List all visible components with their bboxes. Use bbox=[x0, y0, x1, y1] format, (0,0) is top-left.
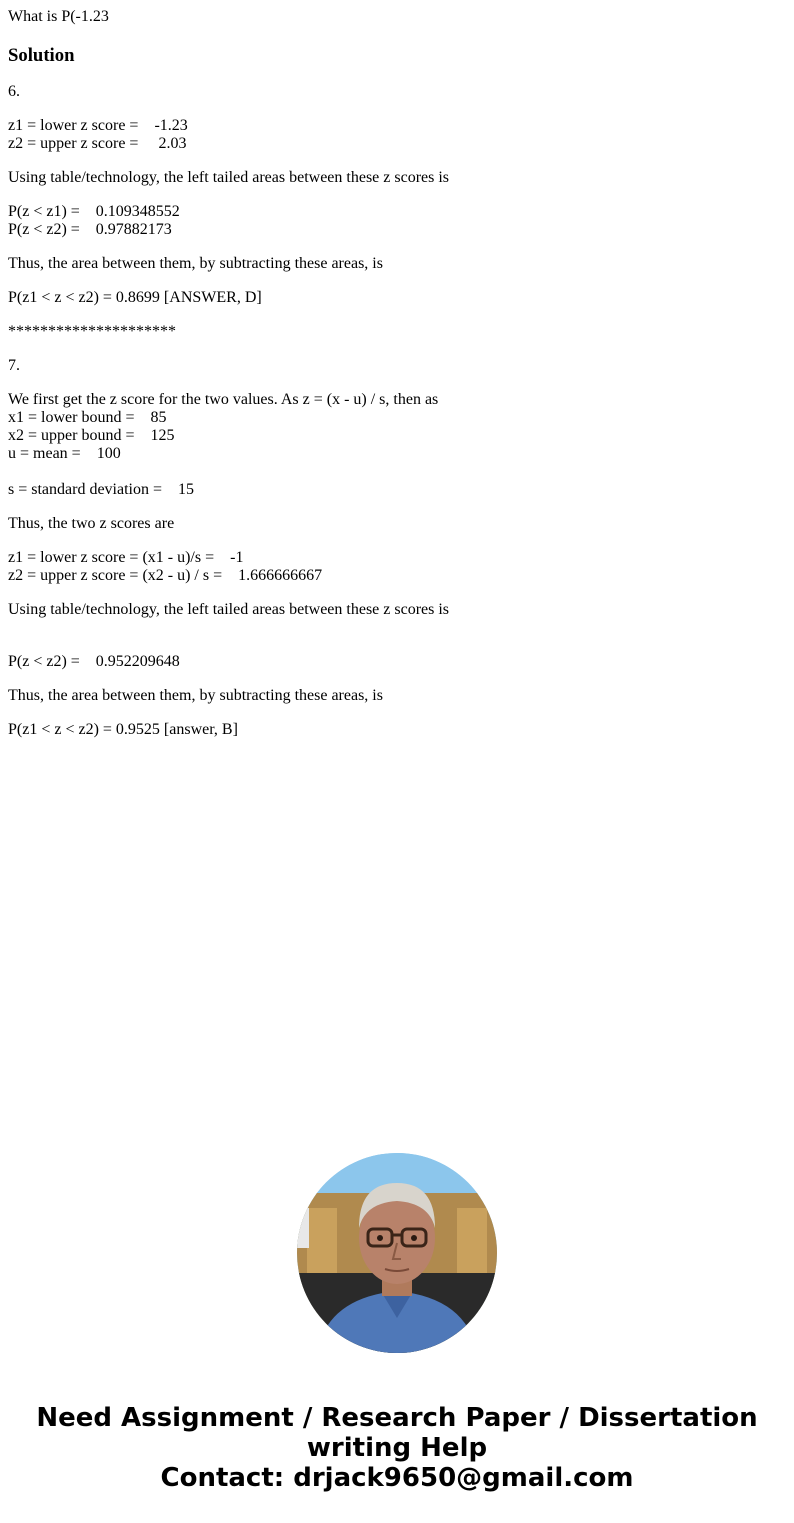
part7-z1-line: z1 = lower z score = (x1 - u)/s = -1 bbox=[8, 549, 244, 566]
separator: ********************* bbox=[8, 323, 176, 340]
document-body bbox=[8, 8, 786, 739]
question-text: What is P(-1.23 bbox=[8, 8, 109, 25]
part6-z-scores bbox=[8, 117, 786, 153]
part7-x1-line: x1 = lower bound = 85 bbox=[8, 409, 167, 426]
part6-number: 6. bbox=[8, 83, 20, 100]
part7-x2-line: x2 = upper bound = 125 bbox=[8, 427, 175, 444]
part7-givens bbox=[8, 391, 786, 499]
part6-method: Using table/technology, the left tailed areas between these z scores is bbox=[8, 169, 450, 186]
part6-subtract: Thus, the area between them, by subtracting these areas, is bbox=[8, 255, 383, 272]
portrait-image bbox=[297, 1153, 497, 1353]
part6-p2-line: P(z < z2) = 0.97882173 bbox=[8, 221, 172, 238]
part6-answer: P(z1 < z < z2) = 0.8699 [ANSWER, D] bbox=[8, 289, 262, 306]
part7-s-line: s = standard deviation = 15 bbox=[8, 481, 195, 498]
blank-line bbox=[8, 463, 786, 481]
part7-z2-line: z2 = upper z score = (x2 - u) / s = 1.666666667 bbox=[8, 567, 323, 584]
part6-probabilities bbox=[8, 203, 786, 239]
footer-line1: Need Assignment / Research Paper / Dissertation bbox=[36, 1403, 758, 1433]
part7-p2-line: P(z < z2) = 0.952209648 bbox=[8, 653, 180, 670]
blank-line bbox=[8, 635, 786, 653]
part7-method: Using table/technology, the left tailed areas between these z scores is bbox=[8, 601, 450, 618]
author-avatar bbox=[297, 1153, 497, 1353]
part7-two-z: Thus, the two z scores are bbox=[8, 515, 175, 532]
contact-footer bbox=[0, 1403, 794, 1493]
footer-line2: writing Help bbox=[306, 1433, 488, 1463]
part7-answer: P(z1 < z < z2) = 0.9525 [answer, B] bbox=[8, 721, 238, 738]
part7-subtract: Thus, the area between them, by subtracting these areas, is bbox=[8, 687, 383, 704]
part6-z1-line: z1 = lower z score = -1.23 bbox=[8, 117, 188, 134]
part7-intro: We first get the z score for the two values. As z = (x - u) / s, then as bbox=[8, 391, 439, 408]
solution-heading: Solution bbox=[8, 45, 75, 66]
part7-u-line: u = mean = 100 bbox=[8, 445, 121, 462]
part6-z2-line: z2 = upper z score = 2.03 bbox=[8, 135, 187, 152]
part7-number: 7. bbox=[8, 357, 20, 374]
part7-probabilities bbox=[8, 635, 786, 671]
part7-z-scores bbox=[8, 549, 786, 585]
footer-contact: Contact: drjack9650@gmail.com bbox=[160, 1463, 634, 1493]
part6-p1-line: P(z < z1) = 0.109348552 bbox=[8, 203, 180, 220]
